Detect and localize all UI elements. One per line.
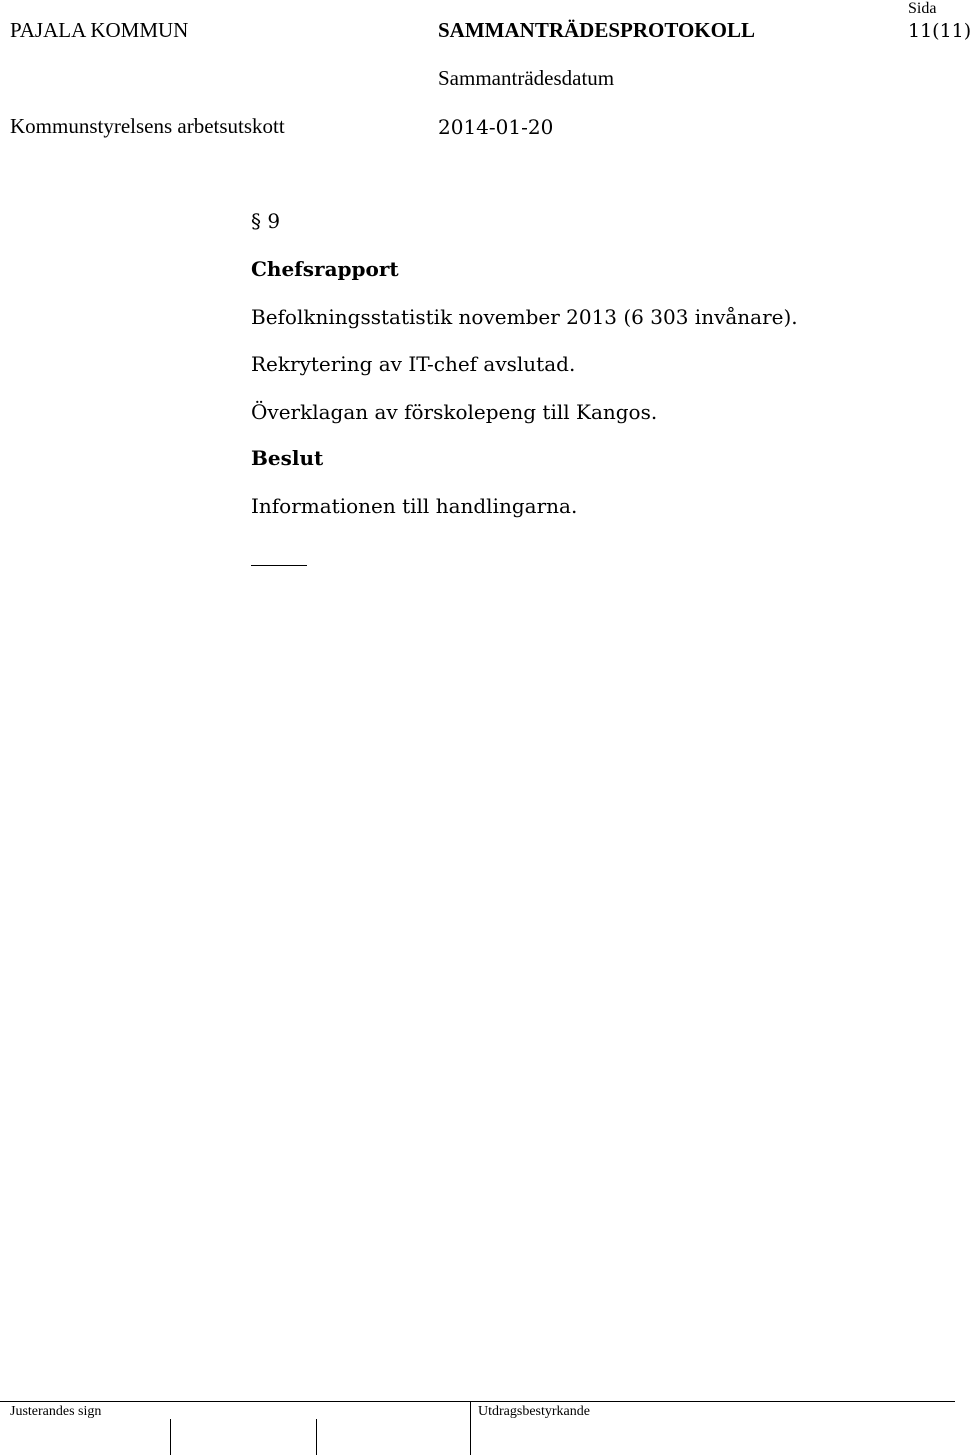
page-number: 11(11) xyxy=(908,20,971,42)
organization-name: PAJALA KOMMUN xyxy=(10,18,189,42)
signature-box-divider xyxy=(316,1419,317,1455)
report-item: Befolkningsstatistik november 2013 (6 303 invånare). xyxy=(251,305,798,329)
report-item: Rekrytering av IT-chef avslutad. xyxy=(251,352,576,376)
certification-label: Utdragsbestyrkande xyxy=(478,1404,590,1419)
meeting-date-label: Sammanträdesdatum xyxy=(438,66,615,90)
meeting-date: 2014-01-20 xyxy=(438,115,554,139)
decision-text: Informationen till handlingarna. xyxy=(251,494,578,518)
footer-divider xyxy=(470,1401,471,1455)
page-label: Sida xyxy=(908,0,937,17)
decision-heading: Beslut xyxy=(251,446,324,470)
section-title: Chefsrapport xyxy=(251,257,399,281)
committee-name: Kommunstyrelsens arbetsutskott xyxy=(10,114,285,138)
section-end-rule xyxy=(251,565,307,566)
report-item: Överklagan av förskolepeng till Kangos. xyxy=(251,400,658,424)
document-type: SAMMANTRÄDESPROTOKOLL xyxy=(438,18,755,42)
section-number: § 9 xyxy=(251,209,281,233)
signature-label: Justerandes sign xyxy=(10,1404,102,1419)
signature-box-divider xyxy=(170,1419,171,1455)
footer-rule xyxy=(0,1401,955,1402)
